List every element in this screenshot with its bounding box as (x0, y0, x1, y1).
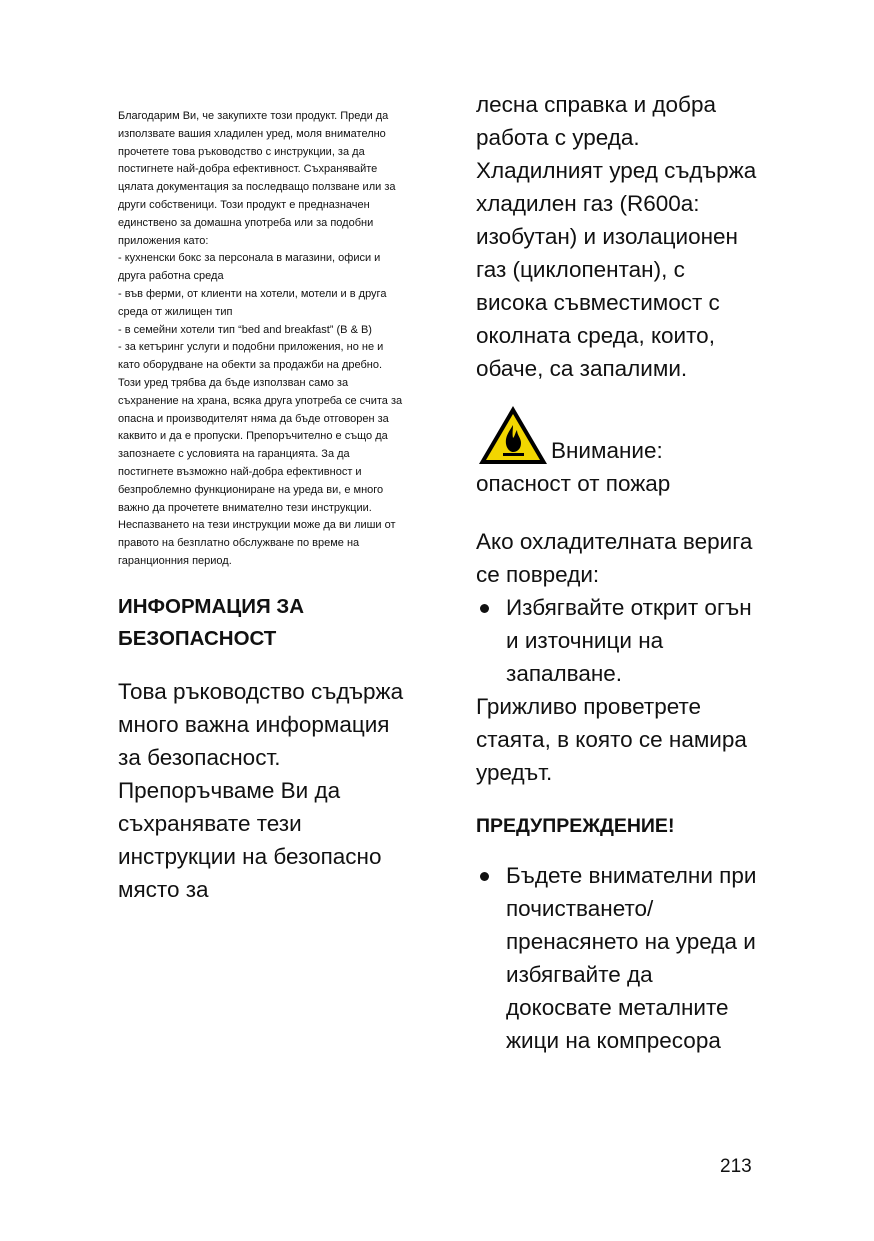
warning-bullets (476, 859, 761, 1057)
safety-intro: Това ръководство съдържа много важна информация за безопасност. Препоръчваме Ви да съхранявате тези инструкции на безопасно място за (118, 678, 404, 902)
safety-heading: ИНФОРМАЦИЯ ЗА БЕЗОПАСНОСТ (118, 594, 305, 650)
uses-list (118, 250, 408, 375)
warning-subtitle: опасност от пожар (476, 471, 671, 496)
warning-title: Внимание: (551, 438, 663, 463)
usage-note: Този уред трябва да бъде използван само за съхранение на храна, всяка друга употреба се счита за опасна и производителят няма да бъде отговорен за каквито и да е пропуски. Препоръчително е също да запознаете с условията на гаранцията. За да постигнете възможно най-добра ефективност и безпроблемно функциониране на уреда ви, е много важно да прочетете внимателно тези инструкции. Неспазването на тези инструкции може да ви лиши от правото на безплатно обслужване по време на гаранционния период. (118, 376, 403, 567)
use-item: - за кетъринг услуги и подобни приложения, но не и като оборудване на обекти за продажби на дребно. (118, 341, 384, 372)
circuit-intro: Ако охладителната верига се повреди: (476, 529, 753, 587)
intro-paragraph: Благодарим Ви, че закупихте този продукт. Преди да използвате вашия хладилен уред, моля внимателно прочетете това ръководство с инструкции, за да постигнете най-добра ефективност. Съхранявайте цялата документация за последващо ползване или за други собственици. Този продукт е предназначен единствено за домашна употреба или за подобни приложения като: (118, 110, 396, 247)
use-item: - в семейни хотели тип “bed and breakfast” (B & B) (118, 323, 372, 336)
use-item: - във ферми, от клиенти на хотели, мотели и в друга среда от жилищен тип (118, 287, 387, 318)
flammable-warning-icon (476, 403, 550, 467)
list-item: Избягвайте открит огън и източници на запалване. (476, 591, 761, 690)
circuit-bullets (476, 591, 761, 690)
left-column (118, 108, 408, 906)
warning-heading: ПРЕДУПРЕЖДЕНИЕ! (476, 815, 675, 837)
fire-warning (476, 403, 761, 467)
list-item: Бъдете внимателни при почистването/пренасянето на уреда и избягвайте да докосвате металните жици на компресора (476, 859, 761, 1057)
bullet-icon (480, 872, 489, 881)
continuation-paragraph: лесна справка и добра работа с уреда. Хладилният уред съдържа хладилен газ (R600a: изобутан) и изолационен газ (циклопентан), с висока съвместимост с околната среда, които, обаче, са запалими. (476, 92, 757, 381)
use-item: - кухненски бокс за персонала в магазини, офиси и друга работна среда (118, 252, 381, 283)
ventilate-paragraph: Грижливо проветрете стаята, в която се намира уредът. (476, 694, 747, 785)
right-column (476, 88, 761, 1057)
page-number: 213 (720, 1156, 752, 1177)
bullet-icon (480, 604, 489, 613)
